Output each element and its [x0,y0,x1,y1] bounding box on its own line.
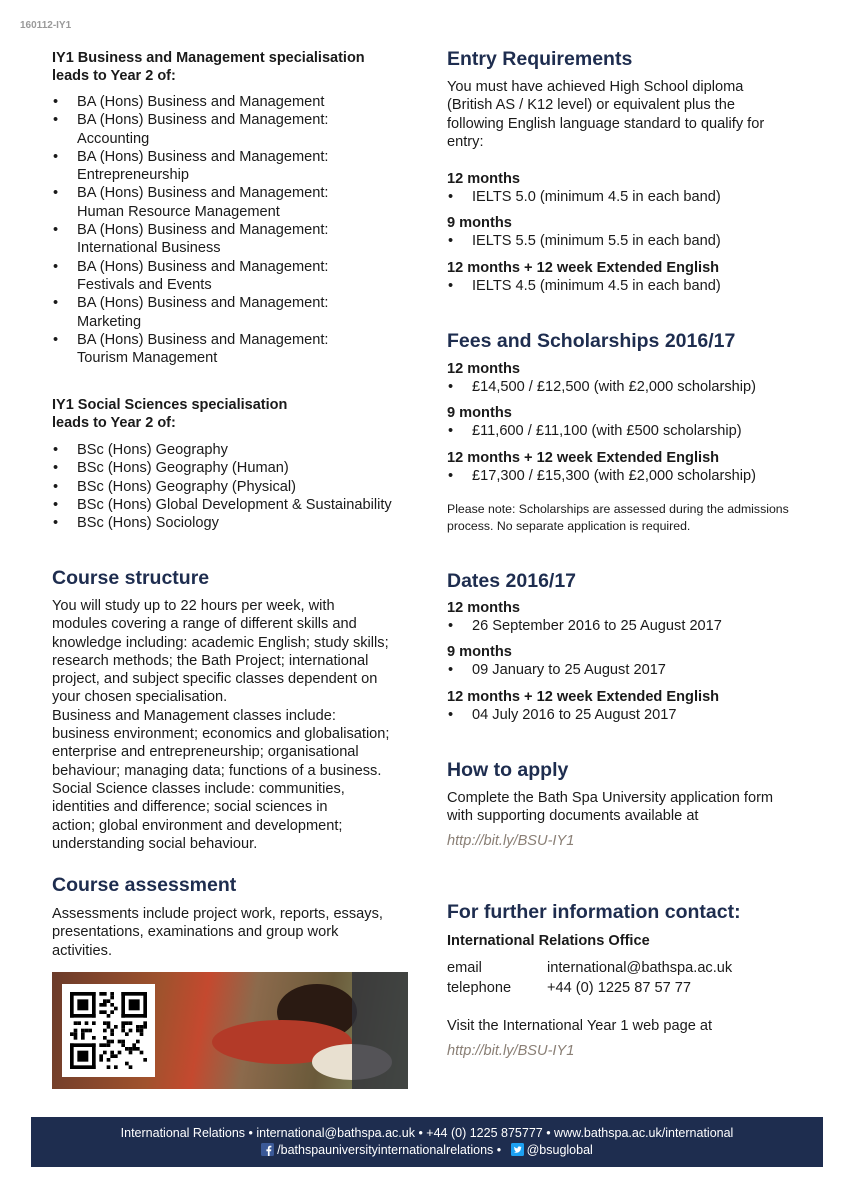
ss-course-item: • BSc (Hons) Geography [52,441,414,459]
contact-email-label: email [447,960,482,976]
entry-option-label: 12 months [447,171,520,187]
bm-course-item [52,111,414,148]
course-assessment-title: Course assessment [52,874,237,896]
entry-option-item: • IELTS 5.0 (minimum 4.5 in each band) [447,188,807,206]
entry-options [447,170,807,303]
twitter-icon [511,1143,524,1156]
dates-options [447,599,807,732]
fees-option-item: • £11,600 / £11,100 (with £500 scholarship) [447,422,807,440]
course-structure-line: Business and Management classes include: [52,707,336,724]
entry-option-group [447,170,807,206]
bm-course-item [52,331,414,368]
bm-course-item-line: • BA (Hons) Business and Management: [77,258,329,275]
bm-course-item-line: Entrepreneurship [77,167,189,184]
dates-option-item: • 09 January to 25 August 2017 [447,661,807,679]
contact-phone[interactable]: +44 (0) 1225 87 57 77 [547,980,692,996]
contact-phone-row [447,979,807,999]
course-structure-text [52,597,414,853]
entry-option-label: 12 months + 12 week Extended English [447,259,720,276]
qr-code-icon [70,992,147,1069]
entry-text-line: You must have achieved High School diploma [447,79,744,95]
apply-text-line: Complete the Bath Spa University application form [447,790,774,806]
bm-course-item-line: Marketing [77,313,142,330]
qr-code [62,984,155,1077]
entry-requirements-title: Entry Requirements [447,48,633,70]
fees-option-label: 9 months [447,405,512,422]
dates-option-label: 12 months + 12 week Extended English [447,688,720,705]
fees-option-group [447,360,807,396]
dates-option-group [447,599,807,635]
bm-course-item-line: • BA (Hons) Business and Management: [77,148,329,165]
course-assessment-line: Assessments include project work, reports, essays, [52,906,383,922]
fees-note-line: process. No separate application is required. [447,519,691,533]
entry-option-item: • IELTS 4.5 (minimum 4.5 in each band) [447,277,807,295]
ss-course-list [52,441,414,532]
bm-heading-line1: IY1 Business and Management specialisation [52,50,365,66]
dates-option-group [447,643,807,679]
bm-course-item [52,221,414,258]
ss-heading [52,397,414,432]
fees-option-label: 12 months + 12 week Extended English [447,449,720,466]
contact-email[interactable]: international@bathspa.ac.uk [547,960,733,976]
fees-note-line: Please note: Scholarships are assessed during the admissions [447,502,789,516]
ss-course-item: • BSc (Hons) Sociology [52,514,414,532]
dates-option-list [447,617,807,635]
entry-option-label: 9 months [447,215,512,232]
ss-course-item: • BSc (Hons) Global Development & Sustainability [52,496,414,514]
fees-option-item: • £14,500 / £12,500 (with £2,000 scholarship) [447,378,807,396]
bm-course-item-line: Accounting [77,130,150,147]
bm-course-item-line: • BA (Hons) Business and Management: [77,222,329,239]
course-structure-line: project, and subject specific classes dependent on [52,671,378,688]
course-structure-line: identities and difference; social sciences in [52,799,328,816]
entry-option-item: • IELTS 5.5 (minimum 5.5 in each band) [447,232,807,250]
fees-option-list [447,467,807,485]
course-structure-line: your chosen specialisation. [52,689,228,706]
fees-title: Fees and Scholarships 2016/17 [447,330,736,352]
bm-course-item [52,184,414,221]
fees-option-item: • £17,300 / £15,300 (with £2,000 scholarship) [447,467,807,485]
bm-course-item [52,294,414,331]
fees-option-label: 12 months [447,361,520,377]
contact-phone-label: telephone [447,980,512,996]
bm-course-item-line: • BA (Hons) Business and Management [77,94,325,110]
ss-heading-line2: leads to Year 2 of: [52,414,176,431]
course-structure-line: You will study up to 22 hours per week, with [52,598,335,614]
course-structure-line: understanding social behaviour. [52,835,258,852]
bm-course-item [52,148,414,185]
footer-social-line [31,1143,823,1157]
fees-options [447,360,807,493]
course-assessment-text [52,905,414,960]
apply-text-line: with supporting documents available at [447,808,699,825]
dates-option-label: 12 months [447,600,520,616]
bm-course-item-line: • BA (Hons) Business and Management: [77,185,329,202]
course-structure-line: enterprise and entrepreneurship; organisational [52,744,359,761]
footer-bar [31,1117,823,1167]
facebook-handle[interactable]: /bathspauniversityinternationalrelations • [277,1143,502,1157]
how-to-apply-title: How to apply [447,759,569,781]
contact-office: International Relations Office [447,933,650,949]
entry-text-line: entry: [447,133,484,150]
ss-course-item: • BSc (Hons) Geography (Physical) [52,478,414,496]
bm-course-item-line: Tourism Management [77,350,218,367]
course-structure-line: Social Science classes include: communities, [52,780,345,797]
course-structure-line: behaviour; managing data; functions of a business. [52,762,382,779]
fees-option-group [447,449,807,485]
fees-option-list [447,378,807,396]
bm-course-item [52,258,414,295]
how-to-apply-text [447,789,807,826]
bm-course-list [52,93,414,367]
course-structure-line: research methods; the Bath Project; international [52,652,369,669]
ss-course-item: • BSc (Hons) Geography (Human) [52,459,414,477]
entry-requirements-text [447,78,807,151]
course-structure-title: Course structure [52,567,210,589]
visit-text: Visit the International Year 1 web page at [447,1018,713,1034]
bm-course-item [52,93,414,111]
visit-link[interactable]: http://bit.ly/BSU-IY1 [447,1043,575,1059]
fees-note [447,501,807,535]
fees-option-list [447,422,807,440]
course-structure-line: action; global environment and development; [52,817,343,834]
facebook-icon [261,1143,274,1156]
contact-title: For further information contact: [447,901,741,923]
entry-option-group [447,259,807,295]
dates-option-item: • 04 July 2016 to 25 August 2017 [447,706,807,724]
course-structure-line: modules covering a range of different skills and [52,616,357,633]
dates-option-list [447,706,807,724]
dates-option-item: • 26 September 2016 to 25 August 2017 [447,617,807,635]
course-assessment-line: presentations, examinations and group work [52,924,339,941]
entry-option-group [447,214,807,250]
bm-course-item-line: International Business [77,240,221,257]
entry-option-list [447,232,807,250]
student-photo [52,972,408,1089]
course-structure-line: business environment; economics and globalisation; [52,726,390,743]
bm-course-item-line: • BA (Hons) Business and Management: [77,331,329,348]
apply-link[interactable]: http://bit.ly/BSU-IY1 [447,833,575,849]
entry-option-list [447,277,807,295]
dates-option-label: 9 months [447,644,512,661]
dates-option-list [447,661,807,679]
dates-title: Dates 2016/17 [447,570,577,592]
bm-course-item-line: Human Resource Management [77,203,280,220]
entry-text-line: following English language standard to qualify for [447,115,765,132]
entry-text-line: (British AS / K12 level) or equivalent plus the [447,97,735,114]
dates-option-group [447,688,807,724]
entry-option-list [447,188,807,206]
document-code: 160112-IY1 [20,20,72,31]
footer-contact-line: International Relations • international@bathspa.ac.uk • +44 (0) 1225 875777 • www.bathspa.ac.uk/international [120,1126,734,1140]
bm-course-item-line: Festivals and Events [77,276,212,293]
bm-heading [52,50,414,85]
course-assessment-line: activities. [52,942,113,959]
bm-heading-line2: leads to Year 2 of: [52,67,176,84]
course-structure-line: knowledge including: academic English; study skills; [52,634,389,651]
fees-option-group [447,404,807,440]
bm-course-item-line: • BA (Hons) Business and Management: [77,112,329,129]
ss-heading-line1: IY1 Social Sciences specialisation [52,397,288,413]
contact-email-row [447,959,807,979]
twitter-handle[interactable]: @bsuglobal [526,1143,593,1157]
bm-course-item-line: • BA (Hons) Business and Management: [77,295,329,312]
